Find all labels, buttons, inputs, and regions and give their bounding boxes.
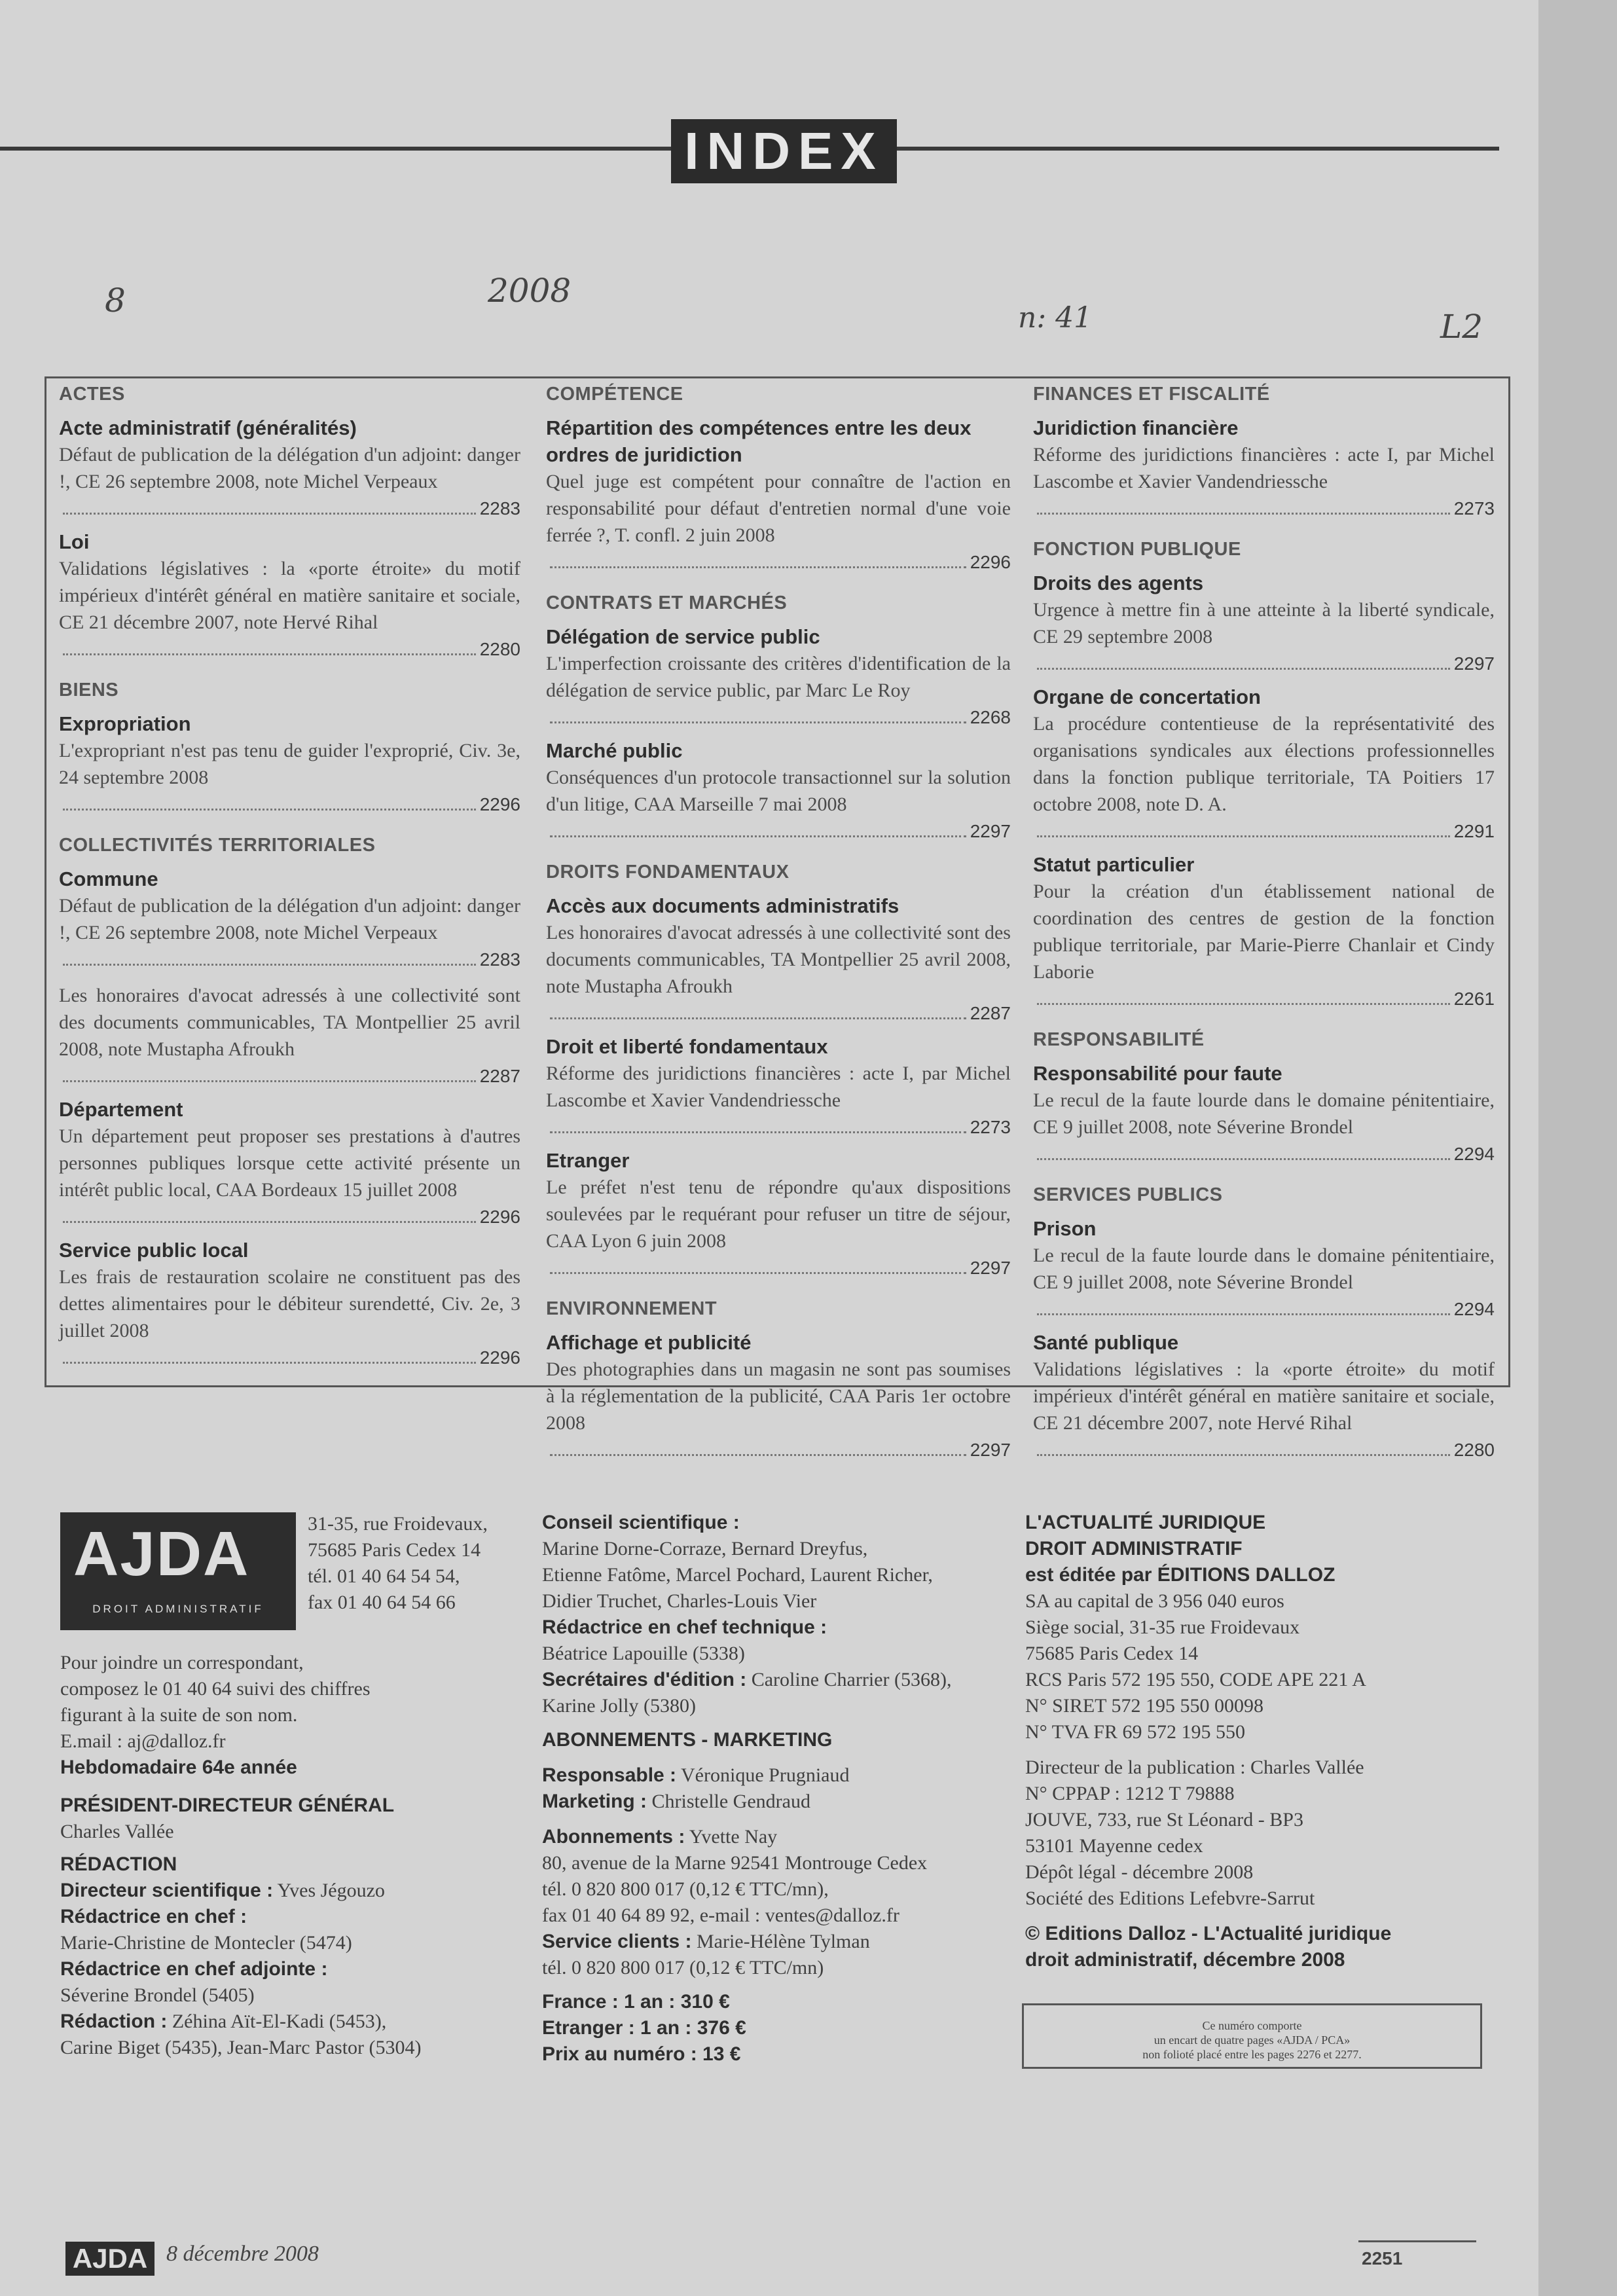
page-ref: 2297 <box>546 1254 1011 1281</box>
index-entry: Un département peut proposer ses prestations à d'autres personnes publiques lorsque cette activité présente un intérêt public local, CAA Bordeaux 15 juillet 2008 <box>59 1125 520 1201</box>
subsection-heading: Marché public <box>546 739 683 762</box>
masthead-left: Pour joindre un correspondant, composez le 01 40 64 suivi des chiffres figurant à la suite de son nom. E.mail : aj@dalloz.fr Hebdomadaire 64e année PRÉSIDENT-DIRECTEUR GÉNÉRAL Charles Vallée RÉDACTION Directeur scientifique : Yves Jégouzo Rédactrice en chef : Marie-Christine de Montecler (5474) Rédactrice en chef adjointe : Séverine Brondel (5405) Rédaction : Zéhina Aït-El-Kadi (5453), Carine Biget (5435), Jean-Marc Pastor (5304) <box>60 1652 422 2058</box>
index-entry: Quel juge est compétent pour connaître de l'action en responsabilité pour défaut d'entretien normal d'une voie ferrée ?, T. confl. 2 juin 2008 <box>546 471 1011 546</box>
page-ref: 2296 <box>59 1344 520 1371</box>
footer-date: 8 décembre 2008 <box>166 2242 319 2266</box>
footer-rule <box>1358 2240 1476 2242</box>
handwritten-note-2: 2008 <box>488 272 572 310</box>
index-column-3 <box>1033 381 1495 1463</box>
subsection-heading: Service public local <box>59 1239 249 1262</box>
section-heading: DROITS FONDAMENTAUX <box>546 862 790 883</box>
index-entry: Validations législatives : la «porte étroite» du motif impérieux d'intérêt général en matière sanitaire et sociale, CE 21 décembre 2007, note Hervé Rihal <box>1033 1358 1495 1434</box>
publisher-address: 31-35, rue Froidevaux, 75685 Paris Cedex 14 tél. 01 40 64 54 54, fax 01 40 64 54 66 <box>308 1513 488 1613</box>
subsection-heading: Santé publique <box>1033 1331 1179 1354</box>
handwritten-note-1: 8 <box>105 282 126 319</box>
index-entry: Les honoraires d'avocat adressés à une collectivité sont des documents communicables, TA Montpellier 25 avril 2008, note Mustapha Afroukh <box>59 985 520 1060</box>
index-entry: Pour la création d'un établissement national de coordination des centres de gestion de la fonction publique territoriale, par Marie-Pierre Chanlair et Cindy Laborie <box>1033 881 1495 983</box>
subsection-heading: Accès aux documents administratifs <box>546 894 899 917</box>
index-entry: Urgence à mettre fin à une atteinte à la liberté syndicale, CE 29 septembre 2008 <box>1033 599 1495 647</box>
section-heading: SERVICES PUBLICS <box>1033 1184 1223 1205</box>
index-title: INDEX <box>671 119 897 183</box>
subsection-heading: Droits des agents <box>1033 572 1204 594</box>
index-entry: Les frais de restauration scolaire ne constituent pas des dettes alimentaires pour le débiteur surendetté, Civ. 2e, 3 juillet 2008 <box>59 1266 520 1341</box>
index-entry: Le recul de la faute lourde dans le domaine pénitentiaire, CE 9 juillet 2008, note Séverine Brondel <box>1033 1089 1495 1138</box>
section-heading: COLLECTIVITÉS TERRITORIALES <box>59 835 376 856</box>
index-entry: Le préfet n'est tenu de répondre qu'aux dispositions soulevées par le requérant pour refuser un titre de séjour, CAA Lyon 6 juin 2008 <box>546 1176 1011 1252</box>
section-heading: ENVIRONNEMENT <box>546 1298 718 1319</box>
page-ref: 2294 <box>1033 1296 1495 1322</box>
masthead-right: L'ACTUALITÉ JURIDIQUE DROIT ADMINISTRATIF est éditée par ÉDITIONS DALLOZ SA au capital de 3 956 040 euros Siège social, 31-35 rue Froidevaux 75685 Paris Cedex 14 RCS Paris 572 195 550, CODE APE 221 A N° SIRET 572 195 550 00098 N° TVA FR 69 572 195 550 Directeur de la publication : Charles Vallée N° CPPAP : 1212 T 79888 JOUVE, 733, rue St Léonard - BP3 53101 Mayenne cedex Dépôt légal - décembre 2008 Société des Editions Lefebvre-Sarrut © Editions Dalloz - L'Actualité juridique droit administratif, décembre 2008 <box>1025 1512 1392 1971</box>
page-ref: 2273 <box>546 1114 1011 1140</box>
subsection-heading: Département <box>59 1098 183 1121</box>
subsection-heading: Responsabilité pour faute <box>1033 1062 1282 1085</box>
section-heading: COMPÉTENCE <box>546 384 683 405</box>
index-column-2 <box>546 381 1011 1463</box>
subsection-heading: Droit et liberté fondamentaux <box>546 1035 828 1058</box>
ajda-logo: AJDA DROIT ADMINISTRATIF <box>60 1512 296 1630</box>
subsection-heading: Etranger <box>546 1149 630 1172</box>
page-edge-shadow <box>1538 0 1617 2296</box>
masthead-middle: Conseil scientifique : Marine Dorne-Corraze, Bernard Dreyfus, Etienne Fatôme, Marcel Pochard, Laurent Richer, Didier Truchet, Charles-Louis Vier Rédactrice en chef technique : Béatrice Lapouille (5338) Secrétaires d'édition : Caroline Charrier (5368), Karine Jolly (5380) ABONNEMENTS - MARKETING Responsable : Véronique Prugniaud Marketing : Christelle Gendraud Abonnements : Yvette Nay 80, avenue de la Marne 92541 Montrouge Cedex tél. 0 820 800 017 (0,12 € TTC/mn), fax 01 40 64 89 92, e-mail : ventes@dalloz.fr Service clients : Marie-Hélène Tylman tél. 0 820 800 017 (0,12 € TTC/mn) France : 1 an : 310 € Etranger : 1 an : 376 € Prix au numéro : 13 € <box>542 1512 952 2065</box>
subsection-heading: Affichage et publicité <box>546 1331 752 1354</box>
page-number: 2251 <box>1362 2248 1403 2269</box>
index-entry: Des photographies dans un magasin ne sont pas soumises à la réglementation de la publicité, CAA Paris 1er octobre 2008 <box>546 1358 1011 1434</box>
index-entry: L'expropriant n'est pas tenu de guider l'exproprié, Civ. 3e, 24 septembre 2008 <box>59 740 520 788</box>
page-ref: 2296 <box>546 549 1011 575</box>
subsection-heading: Statut particulier <box>1033 853 1195 876</box>
page-ref: 2280 <box>59 636 520 663</box>
page-ref: 2297 <box>546 818 1011 845</box>
page-ref: 2297 <box>1033 650 1495 677</box>
page-ref: 2283 <box>59 946 520 973</box>
subsection-heading: Commune <box>59 867 158 890</box>
index-column-1 <box>59 381 520 1371</box>
subsection-heading: Expropriation <box>59 712 191 735</box>
page-ref: 2296 <box>59 791 520 818</box>
page-ref: 2287 <box>59 1063 520 1089</box>
handwritten-note-3: n: 41 <box>1018 301 1093 335</box>
page-ref: 2280 <box>1033 1436 1495 1463</box>
subsection-heading: Délégation de service public <box>546 625 820 648</box>
page-ref: 2268 <box>546 704 1011 731</box>
section-heading: RESPONSABILITÉ <box>1033 1029 1205 1050</box>
index-entry: Défaut de publication de la délégation d'un adjoint: danger !, CE 26 septembre 2008, note Michel Verpeaux <box>59 444 520 492</box>
index-entry: Conséquences d'un protocole transactionnel sur la solution d'un litige, CAA Marseille 7 mai 2008 <box>546 767 1011 815</box>
page-ref: 2294 <box>1033 1140 1495 1167</box>
page-ref: 2273 <box>1033 495 1495 522</box>
section-heading: FINANCES ET FISCALITÉ <box>1033 384 1270 405</box>
index-entry: Défaut de publication de la délégation d'un adjoint: danger !, CE 26 septembre 2008, note Michel Verpeaux <box>59 895 520 943</box>
section-heading: FONCTION PUBLIQUE <box>1033 539 1241 560</box>
insert-notice: Ce numéro comporte un encart de quatre pages «AJDA / PCA» non folioté placé entre les pages 2276 et 2277. <box>1022 2003 1482 2069</box>
index-entry: Réforme des juridictions financières : acte I, par Michel Lascombe et Xavier Vandendriessche <box>1033 444 1495 492</box>
subsection-heading: Acte administratif (généralités) <box>59 416 357 439</box>
section-heading: BIENS <box>59 680 119 701</box>
footer-logo: AJDA <box>65 2242 154 2276</box>
section-heading: ACTES <box>59 384 125 405</box>
index-entry: Le recul de la faute lourde dans le domaine pénitentiaire, CE 9 juillet 2008, note Séverine Brondel <box>1033 1245 1495 1293</box>
subsection-heading: Loi <box>59 530 90 553</box>
subsection-heading: Organe de concertation <box>1033 685 1261 708</box>
index-entry: Validations législatives : la «porte étroite» du motif impérieux d'intérêt général en matière sanitaire et sociale, CE 21 décembre 2007, note Hervé Rihal <box>59 558 520 633</box>
page-ref: 2261 <box>1033 985 1495 1012</box>
index-entry: Les honoraires d'avocat adressés à une collectivité sont des documents communicables, TA Montpellier 25 avril 2008, note Mustapha Afroukh <box>546 922 1011 997</box>
subsection-heading: Juridiction financière <box>1033 416 1239 439</box>
page-ref: 2283 <box>59 495 520 522</box>
subsection-heading: Prison <box>1033 1217 1097 1240</box>
index-entry: La procédure contentieuse de la représentativité des organisations syndicales aux élections professionnelles dans la fonction publique territoriale, TA Poitiers 17 octobre 2008, note D. A. <box>1033 713 1495 815</box>
index-entry: L'imperfection croissante des critères d'identification de la délégation de service public, par Marc Le Roy <box>546 653 1011 701</box>
subsection-heading: Répartition des compétences entre les deux ordres de juridiction <box>546 416 972 466</box>
page-ref: 2297 <box>546 1436 1011 1463</box>
page-ref: 2296 <box>59 1203 520 1230</box>
page-ref: 2291 <box>1033 818 1495 845</box>
index-entry: Réforme des juridictions financières : acte I, par Michel Lascombe et Xavier Vandendriessche <box>546 1063 1011 1111</box>
page-ref: 2287 <box>546 1000 1011 1027</box>
handwritten-note-4: L2 <box>1440 308 1483 346</box>
section-heading: CONTRATS ET MARCHÉS <box>546 592 788 613</box>
